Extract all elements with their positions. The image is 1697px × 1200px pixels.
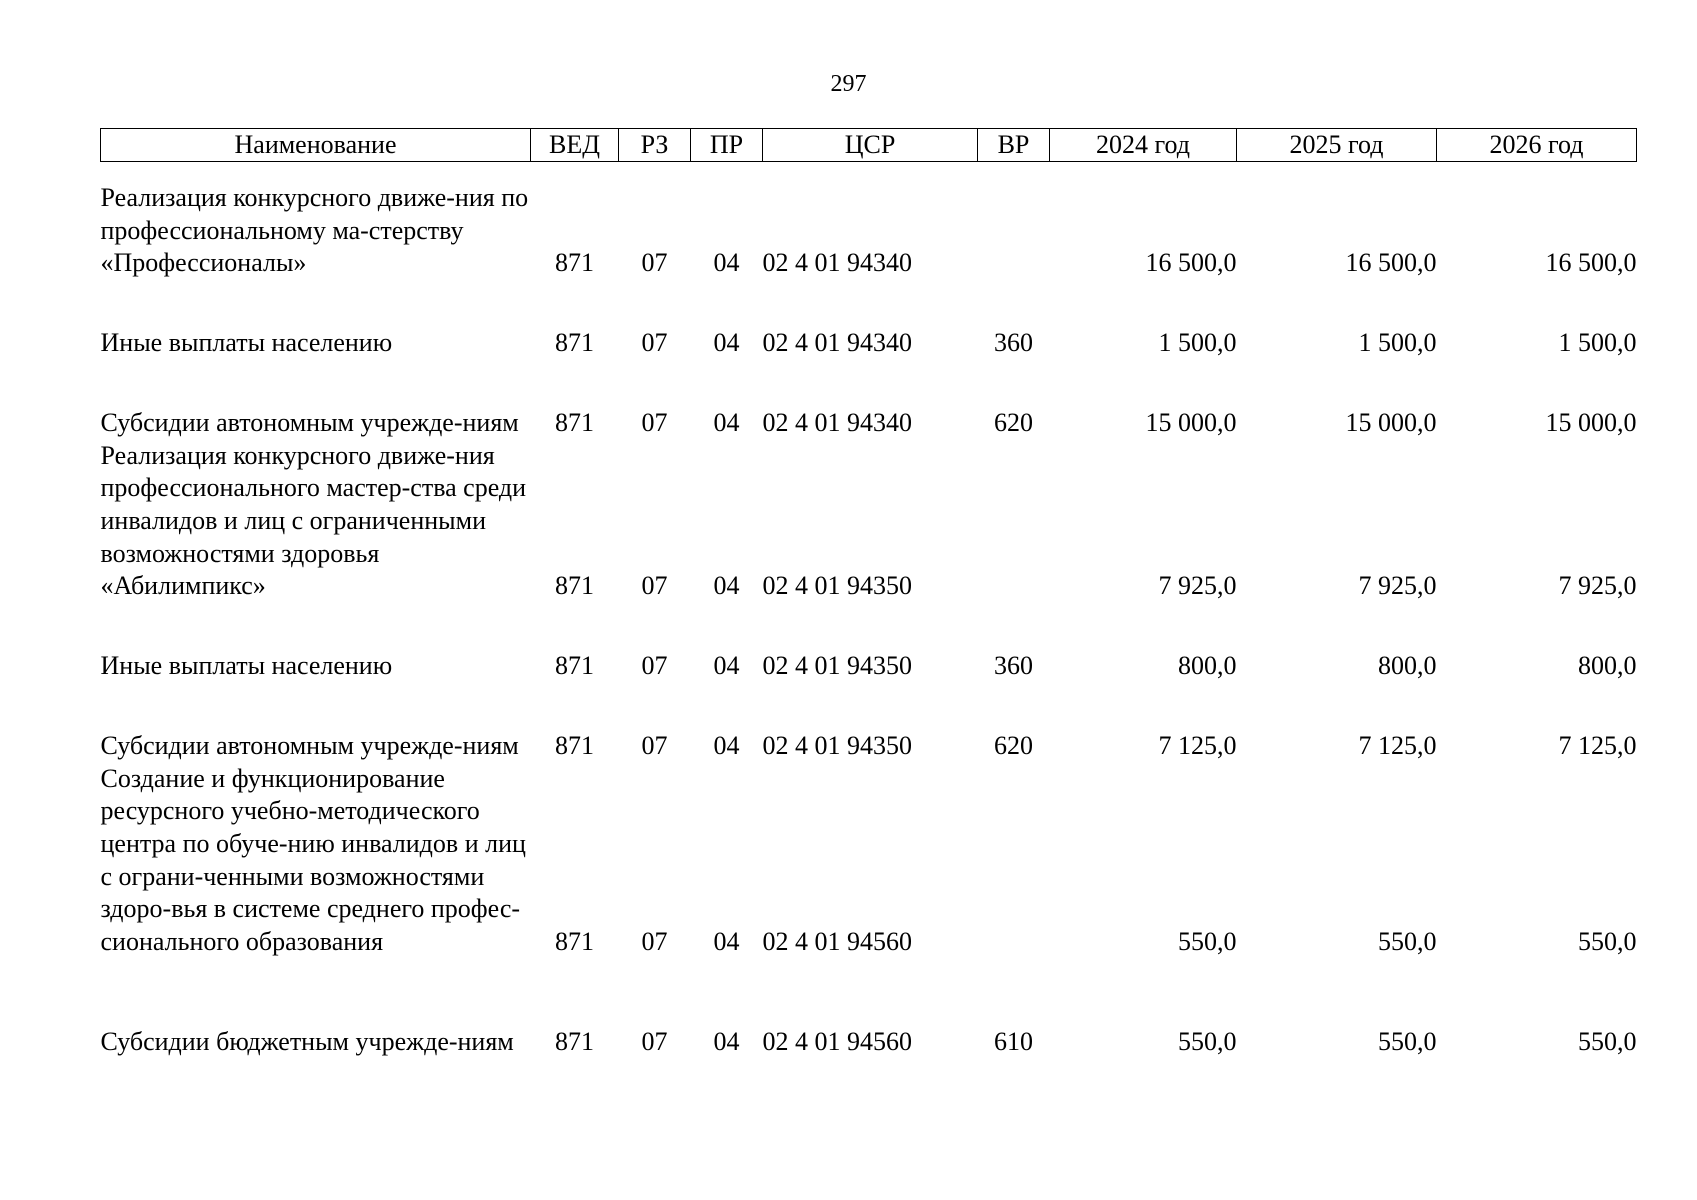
page-number: 297: [830, 71, 867, 97]
row-ved: 871: [555, 328, 594, 358]
row-2025: 800,0: [1378, 651, 1437, 681]
table-row: [101, 683, 1637, 763]
row-rz: 07: [641, 1026, 668, 1056]
row-name: Создание и функционирование ресурсного учебно-методического центра по обуче-нию инвалидов и лиц с ограни-ченными возможностями здоро-вья в системе среднего профес-сионального образования: [100, 763, 526, 956]
row-rz: 07: [641, 408, 668, 438]
row-2024: 550,0: [1178, 926, 1237, 956]
header-2026: 2026 год: [1437, 129, 1637, 162]
row-csr: 02 4 01 94350: [762, 731, 912, 761]
row-ved: 871: [555, 571, 594, 601]
header-2024: 2024 год: [1050, 129, 1237, 162]
spacer-row: [101, 162, 1637, 183]
row-pr: 04: [713, 328, 740, 358]
row-name: Реализация конкурсного движе-ния профессионального мастер-ства среди инвалидов и лиц с ограниченными возможностями здоровья «Абилимпикс»: [100, 440, 527, 601]
row-pr: 04: [713, 651, 740, 681]
row-name: Субсидии автономным учрежде-ниям: [100, 408, 519, 438]
header-name: Наименование: [101, 129, 531, 162]
header-vr: ВР: [978, 129, 1050, 162]
row-csr: 02 4 01 94340: [762, 408, 912, 438]
header-pr: ПР: [691, 129, 763, 162]
header-csr: ЦСР: [763, 129, 978, 162]
row-rz: 07: [641, 731, 668, 761]
row-ved: 871: [555, 408, 594, 438]
row-pr: 04: [713, 571, 740, 601]
row-2025: 1 500,0: [1358, 328, 1437, 358]
row-vr: 620: [994, 408, 1033, 438]
row-name: Субсидии бюджетным учрежде-ниям: [100, 1026, 514, 1056]
row-vr: 620: [994, 731, 1033, 761]
row-name: Реализация конкурсного движе-ния по профессиональному ма-стерству «Профессионалы»: [100, 183, 529, 278]
row-2025: 550,0: [1378, 1026, 1437, 1056]
row-pr: 04: [713, 926, 740, 956]
row-csr: 02 4 01 94560: [762, 926, 912, 956]
row-csr: 02 4 01 94340: [762, 328, 912, 358]
row-2026: 7 925,0: [1558, 571, 1637, 601]
row-2025: 550,0: [1378, 926, 1437, 956]
row-csr: 02 4 01 94350: [762, 651, 912, 681]
row-2026: 800,0: [1578, 651, 1637, 681]
row-2025: 15 000,0: [1345, 408, 1437, 438]
row-2026: 16 500,0: [1545, 248, 1637, 278]
row-ved: 871: [555, 1026, 594, 1056]
table-row: [101, 440, 1637, 603]
row-ved: 871: [555, 248, 594, 278]
row-csr: 02 4 01 94340: [762, 248, 912, 278]
table-row: [101, 763, 1637, 959]
row-vr: [978, 440, 1050, 603]
row-name: Субсидии автономным учрежде-ниям: [100, 731, 519, 761]
table-header-row: [101, 129, 1637, 162]
table-row: [101, 603, 1637, 683]
budget-table: [100, 128, 1637, 1058]
row-2024: 550,0: [1178, 1026, 1237, 1056]
row-2024: 7 925,0: [1158, 571, 1237, 601]
row-2024: 7 125,0: [1158, 731, 1237, 761]
table-row: [101, 280, 1637, 360]
row-pr: 04: [713, 1026, 740, 1056]
row-rz: 07: [641, 328, 668, 358]
row-rz: 07: [641, 651, 668, 681]
row-pr: 04: [713, 248, 740, 278]
row-pr: 04: [713, 408, 740, 438]
table-row: [101, 182, 1637, 280]
row-2024: 16 500,0: [1145, 248, 1237, 278]
row-vr: 360: [994, 328, 1033, 358]
header-ved: ВЕД: [531, 129, 619, 162]
table-row: [101, 360, 1637, 440]
row-vr: [978, 763, 1050, 959]
row-csr: 02 4 01 94350: [762, 571, 912, 601]
row-ved: 871: [555, 926, 594, 956]
row-2024: 800,0: [1178, 651, 1237, 681]
row-vr: 610: [994, 1026, 1033, 1056]
row-rz: 07: [641, 248, 668, 278]
row-name: Иные выплаты населению: [100, 328, 393, 358]
table-row: [101, 958, 1637, 1058]
row-2025: 7 125,0: [1358, 731, 1437, 761]
row-2024: 1 500,0: [1158, 328, 1237, 358]
row-vr: 360: [994, 651, 1033, 681]
row-2024: 15 000,0: [1145, 408, 1237, 438]
row-2026: 1 500,0: [1558, 328, 1637, 358]
row-2026: 550,0: [1578, 1026, 1637, 1056]
row-ved: 871: [555, 651, 594, 681]
row-2026: 15 000,0: [1545, 408, 1637, 438]
row-2025: 16 500,0: [1345, 248, 1437, 278]
row-csr: 02 4 01 94560: [762, 1026, 912, 1056]
row-vr: [978, 182, 1050, 280]
header-rz: РЗ: [619, 129, 691, 162]
row-name: Иные выплаты населению: [100, 651, 393, 681]
row-2025: 7 925,0: [1358, 571, 1437, 601]
row-pr: 04: [713, 731, 740, 761]
header-2025: 2025 год: [1237, 129, 1437, 162]
row-rz: 07: [641, 926, 668, 956]
row-rz: 07: [641, 571, 668, 601]
row-2026: 7 125,0: [1558, 731, 1637, 761]
row-ved: 871: [555, 731, 594, 761]
row-2026: 550,0: [1578, 926, 1637, 956]
